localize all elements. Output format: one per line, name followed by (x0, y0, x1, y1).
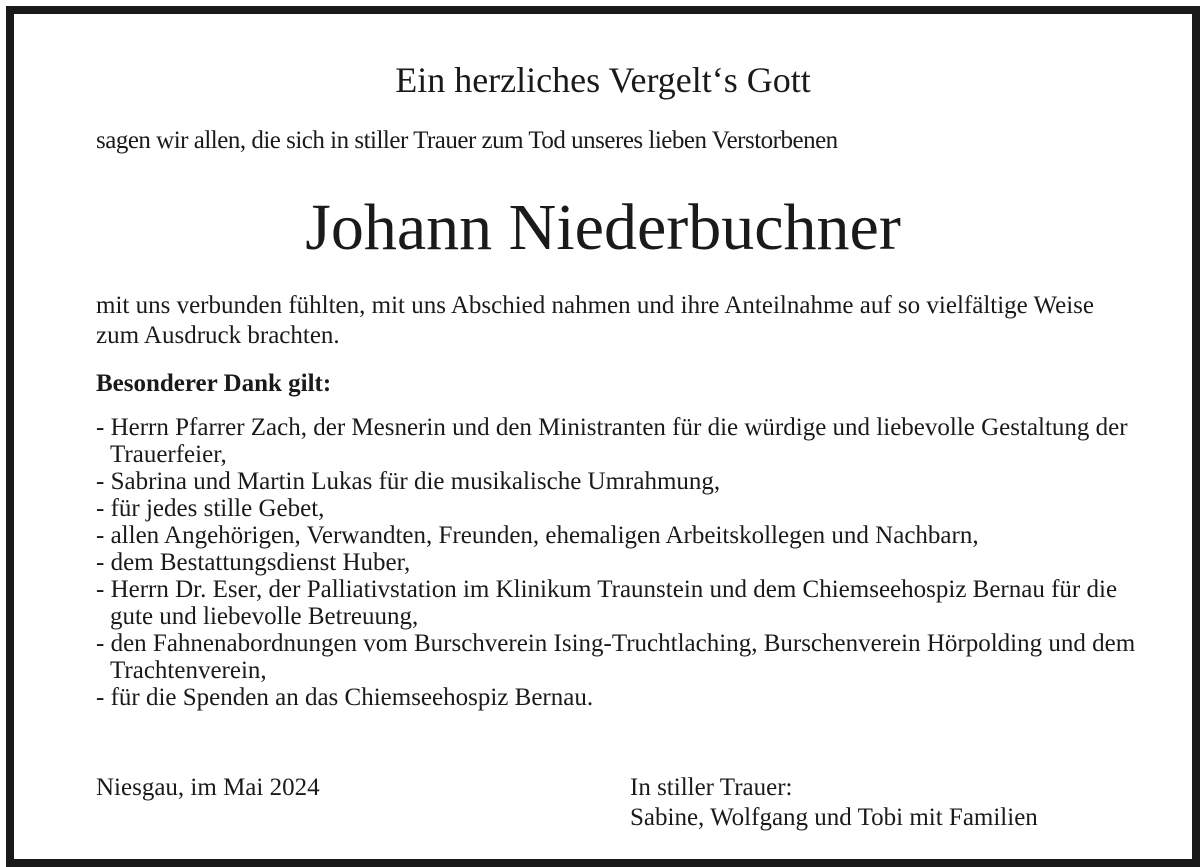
notice-heading: Ein herzliches Vergelt‘s Gott (395, 60, 811, 100)
thanks-item: - für jedes stille Gebet, (96, 495, 325, 522)
place-date: Niesgau, im Mai 2024 (96, 774, 320, 801)
signoff-label: In stiller Trauer: (630, 774, 793, 801)
deceased-name: Johann Niederbuchner (305, 191, 901, 264)
thanks-heading: Besonderer Dank gilt: (96, 370, 332, 397)
notice-frame (6, 6, 1200, 867)
signoff-names: Sabine, Wolfgang und Tobi mit Familien (630, 804, 1038, 831)
intro-text: sagen wir allen, die sich in stiller Trauer zum Tod unseres lieben Verstorbenen (96, 127, 838, 154)
thanks-item: - den Fahnenabordnungen vom Burschverein Ising-Truchtlaching, Burschenverein Hörpolding und dem Trachtenverein, (96, 630, 1136, 684)
body-text: mit uns verbunden fühlten, mit uns Abschied nahmen und ihre Anteilnahme auf so vielfältige Weise zum Ausdruck brachten. (96, 292, 1095, 349)
thanks-list (96, 414, 1156, 711)
thanks-item: - für die Spenden an das Chiemseehospiz Bernau. (96, 684, 594, 711)
signoff (630, 773, 1038, 833)
thanks-item: - Sabrina und Martin Lukas für die musikalische Umrahmung, (96, 468, 721, 495)
thanks-item: - dem Bestattungsdienst Huber, (96, 549, 411, 576)
thanks-item: - Herrn Pfarrer Zach, der Mesnerin und den Ministranten für die würdige und liebevolle Gestaltung der Trauerfeier, (96, 414, 1128, 468)
thanks-item: - Herrn Dr. Eser, der Palliativstation im Klinikum Traunstein und dem Chiemseehospiz Bernau für die gute und liebevolle Betreuung, (96, 576, 1118, 630)
thanks-item: - allen Angehörigen, Verwandten, Freunden, ehemaligen Arbeitskollegen und Nachbarn, (96, 522, 979, 549)
